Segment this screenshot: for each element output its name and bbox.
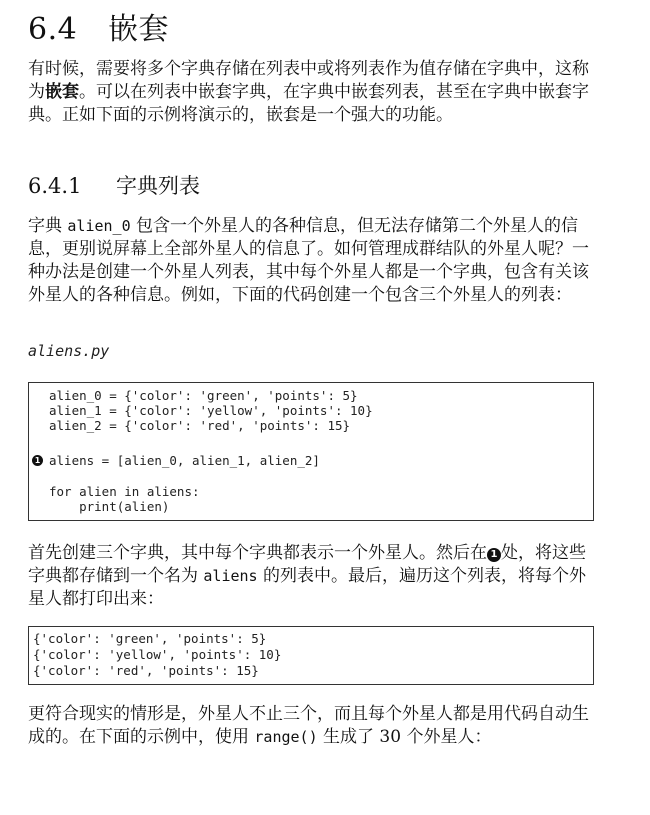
- annotation-marker-1: 1: [32, 455, 43, 466]
- intro-paragraph: [28, 58, 594, 127]
- section-number: 6.4: [28, 12, 78, 47]
- subsection-heading: [28, 170, 200, 200]
- paragraph-dict-list: [28, 215, 594, 307]
- code-line: alien_0 = {'color': 'green', 'points': 5}: [49, 388, 358, 403]
- inline-marker-1: 1: [487, 548, 501, 562]
- output-line: {'color': 'green', 'points': 5}: [33, 631, 267, 646]
- code-line: alien_1 = {'color': 'yellow', 'points': 10}: [49, 403, 373, 418]
- para3-text-2: 生成了 30 个外星人：: [317, 727, 492, 747]
- output-line: {'color': 'red', 'points': 15}: [33, 663, 259, 678]
- para2-text-2: 处，将这些字典都存储到一个名为: [28, 543, 586, 586]
- subsection-number: 6.4.1: [28, 174, 82, 198]
- subsection-title: 字典列表: [116, 174, 200, 198]
- code-line: aliens = [alien_0, alien_1, alien_2]: [49, 453, 320, 468]
- intro-text-1: 有时候，需要将多个字典存储在列表中或将列表作为值存储在字典中，这称为: [28, 59, 589, 102]
- section-heading: [28, 4, 169, 48]
- para1-text-2: 包含一个外星人的各种信息，但无法存储第二个外星人的信息，更别说屏幕上全部外星人的信息了。如何管理成群结队的外星人呢？一种办法是创建一个外星人列表，其中每个外星人都是一个字典，包含有关该外星人的各种信息。例如，下面的代码创建一个包含三个外星人的列表：: [28, 216, 589, 305]
- para1-inline-code: alien_0: [67, 217, 131, 235]
- para2-text-1: 首先创建三个字典，其中每个字典都表示一个外星人。然后在: [28, 543, 487, 563]
- para1-text-1: 字典: [28, 216, 68, 236]
- section-title: 嵌套: [108, 12, 169, 47]
- intro-bold-term: 嵌套: [45, 82, 79, 102]
- paragraph-explanation: [28, 542, 594, 611]
- output-line: {'color': 'yellow', 'points': 10}: [33, 647, 282, 662]
- para2-text-3: 的列表中。最后，遍历这个列表，将每个外星人都打印出来：: [28, 566, 586, 609]
- paragraph-range: [28, 703, 594, 749]
- code-listing: [28, 382, 594, 521]
- output-listing: [28, 626, 594, 685]
- para3-inline-code: range(): [254, 728, 318, 746]
- code-line: print(alien): [49, 499, 170, 514]
- code-filename: aliens.py: [28, 342, 110, 360]
- code-line: for alien in aliens:: [49, 484, 200, 499]
- para2-inline-code: aliens: [203, 567, 258, 585]
- para3-text-1: 更符合现实的情形是，外星人不止三个，而且每个外星人都是用代码自动生成的。在下面的示例中，使用: [28, 704, 589, 747]
- code-line: alien_2 = {'color': 'red', 'points': 15}: [49, 418, 351, 433]
- intro-text-2: 。可以在列表中嵌套字典，在字典中嵌套列表，甚至在字典中嵌套字典。正如下面的示例将演示的，嵌套是一个强大的功能。: [28, 82, 589, 125]
